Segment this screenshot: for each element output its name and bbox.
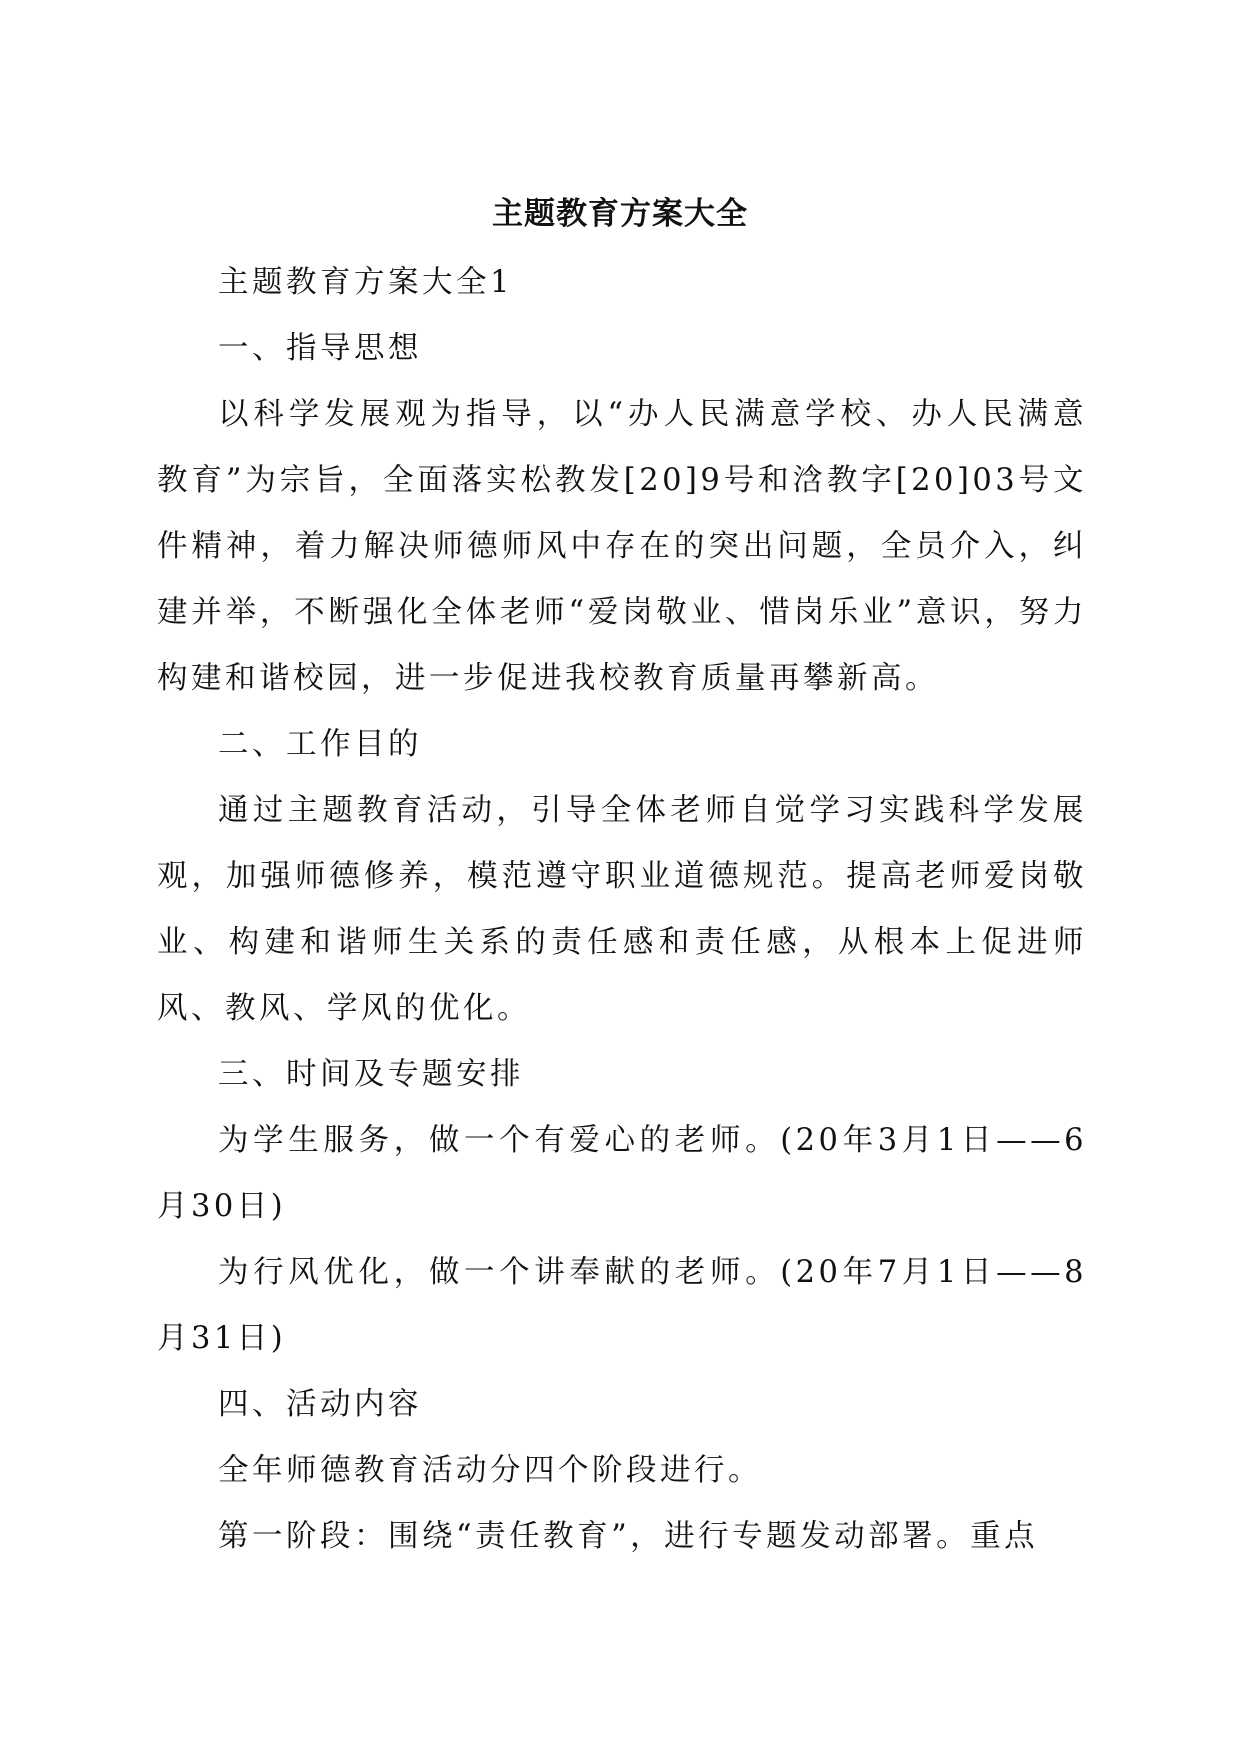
paragraph: 以科学发展观为指导，以“办人民满意学校、办人民满意教育”为宗旨，全面落实松教发[20]9号和浛教字[20]03号文件精神，着力解决师德师风中存在的突出问题，全员介入，纠建并举，不断强化全体老师“爱岗敬业、惜岗乐业”意识，努力构建和谐校园，进一步促进我校教育质量再攀新高。 [157, 397, 1087, 696]
paragraph: 第一阶段：围绕“责任教育”，进行专题发动部署。重点 [218, 1519, 1039, 1554]
paragraph: 全年师德教育活动分四个阶段进行。 [218, 1453, 762, 1488]
paragraph: 通过主题教育活动，引导全体老师自觉学习实践科学发展观，加强师德修养，模范遵守职业道德规范。提高老师爱岗敬业、构建和谐师生关系的责任感和责任感，从根本上促进师风、教风、学风的优化。 [157, 793, 1087, 1026]
paragraph: 为学生服务，做一个有爱心的老师。(20年3月1日——6月30日) [157, 1123, 1087, 1224]
paragraph: 为行风优化，做一个讲奉献的老师。(20年7月1日——8月31日) [157, 1255, 1087, 1356]
section-heading: 一、指导思想 [218, 331, 422, 366]
section-heading: 主题教育方案大全1 [218, 265, 513, 300]
section-heading: 二、工作目的 [218, 727, 422, 762]
document-title: 主题教育方案大全 [492, 196, 748, 232]
section-heading: 四、活动内容 [218, 1387, 422, 1422]
document-body [157, 250, 1087, 1570]
section-heading: 三、时间及专题安排 [218, 1057, 524, 1092]
